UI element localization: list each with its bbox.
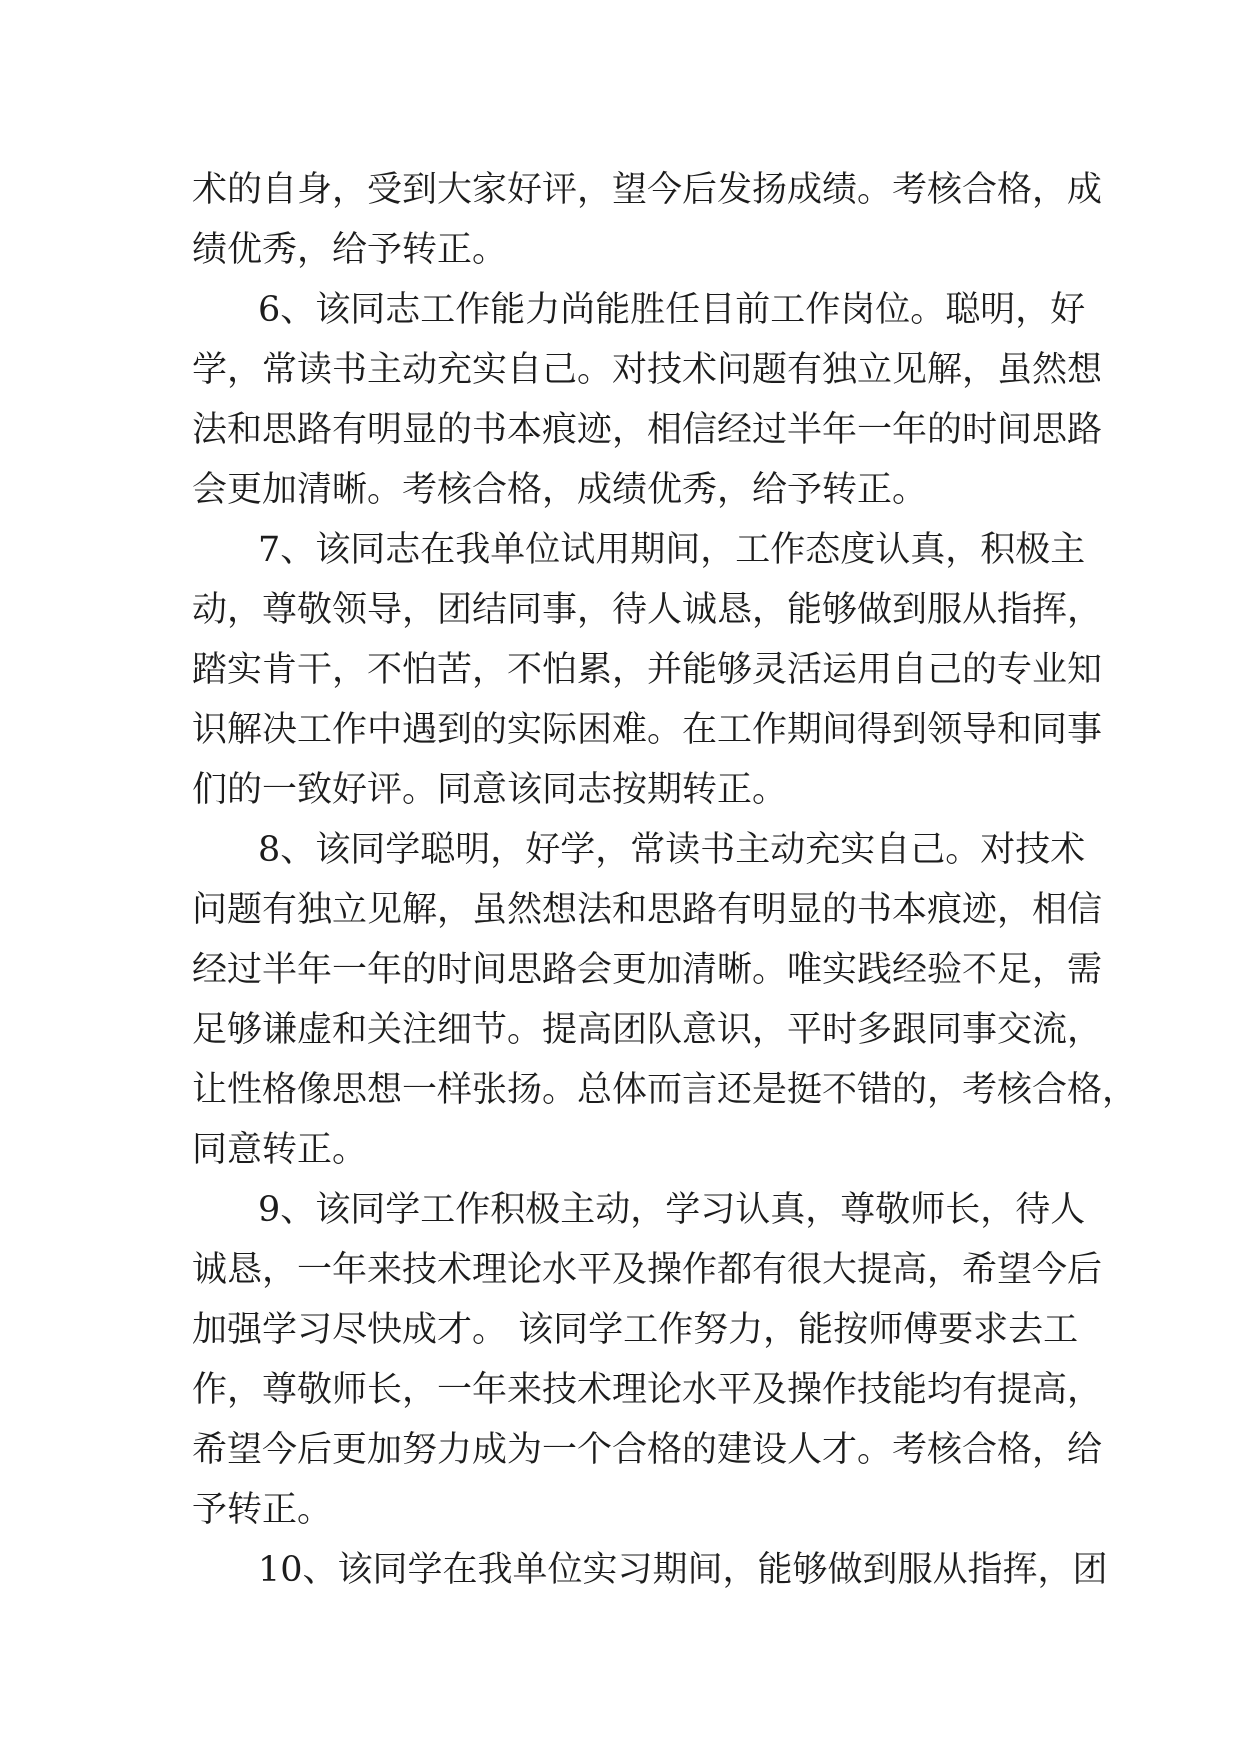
text-line: 予转正。 [192, 1490, 333, 1530]
text-line: 希望今后更加努力成为一个合格的建设人才。考核合格，给 [192, 1430, 1103, 1470]
text-line: 学，常读书主动充实自己。对技术问题有独立见解，虽然想 [192, 350, 1103, 390]
document-body [192, 160, 1138, 1600]
text-line: 会更加清晰。考核合格，成绩优秀，给予转正。 [192, 470, 928, 510]
text-line: 们的一致好评。同意该同志按期转正。 [192, 770, 788, 810]
text-line: 加强学习尽快成才。 该同学工作努力，能按师傅要求去工 [192, 1310, 1079, 1350]
text-line: 足够谦虚和关注细节。提高团队意识，平时多跟同事交流， [192, 1010, 1103, 1050]
text-line: 经过半年一年的时间思路会更加清晰。唯实践经验不足，需 [192, 950, 1103, 990]
text-line: 术的自身，受到大家好评，望今后发扬成绩。考核合格，成 [192, 170, 1103, 210]
text-line: 6、该同志工作能力尚能胜任目前工作岗位。聪明，好 [258, 290, 1086, 330]
text-line: 法和思路有明显的书本痕迹，相信经过半年一年的时间思路 [192, 410, 1103, 450]
text-line: 诚恳，一年来技术理论水平及操作都有很大提高，希望今后 [192, 1250, 1103, 1290]
text-line: 7、该同志在我单位试用期间，工作态度认真，积极主 [258, 530, 1086, 570]
text-line: 动，尊敬领导，团结同事，待人诚恳，能够做到服从指挥， [192, 590, 1103, 630]
text-line: 同意转正。 [192, 1130, 368, 1170]
text-line: 问题有独立见解，虽然想法和思路有明显的书本痕迹，相信 [192, 890, 1103, 930]
text-line: 9、该同学工作积极主动，学习认真，尊敬师长，待人 [258, 1190, 1086, 1230]
text-line: 作，尊敬师长，一年来技术理论水平及操作技能均有提高， [192, 1370, 1103, 1410]
text-line: 8、该同学聪明，好学，常读书主动充实自己。对技术 [258, 830, 1086, 870]
text-line: 踏实肯干，不怕苦，不怕累，并能够灵活运用自己的专业知 [192, 650, 1103, 690]
text-line: 让性格像思想一样张扬。总体而言还是挺不错的，考核合格， [192, 1070, 1138, 1110]
text-line: 识解决工作中遇到的实际困难。在工作期间得到领导和同事 [192, 710, 1103, 750]
text-line: 10、该同学在我单位实习期间，能够做到服从指挥，团 [258, 1550, 1108, 1590]
text-line: 绩优秀，给予转正。 [192, 230, 508, 270]
